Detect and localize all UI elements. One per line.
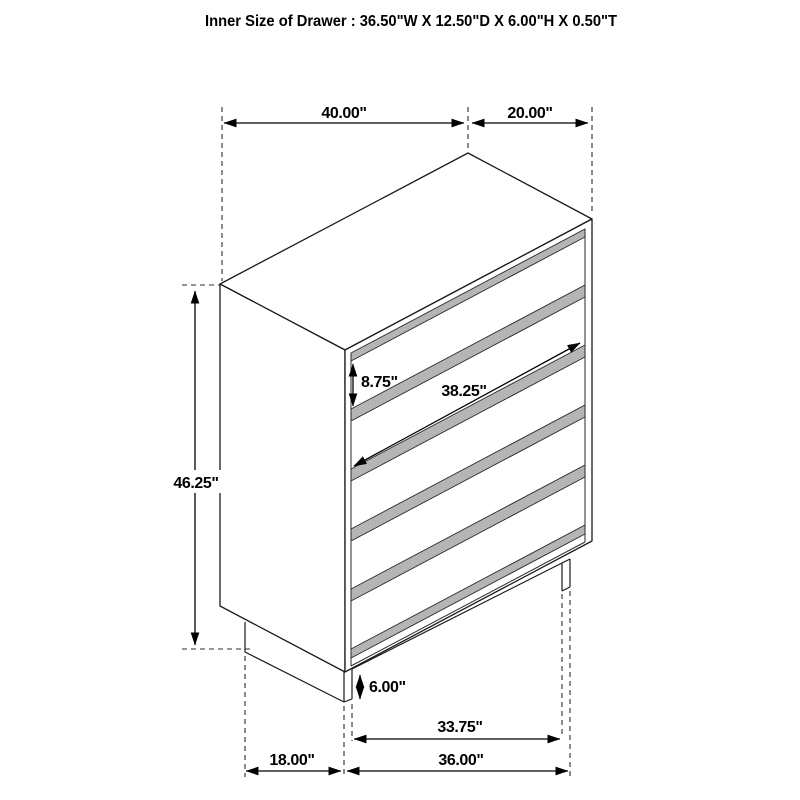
label-top-width: 40.00" <box>321 105 367 122</box>
front-left-leg <box>344 669 352 702</box>
label-base-depth: 18.00" <box>269 752 315 769</box>
label-drawer-front-width: 38.25" <box>441 383 487 400</box>
label-leg-inner-span: 33.75" <box>437 719 483 736</box>
front-right-leg <box>562 559 570 591</box>
label-overall-height: 46.25" <box>173 475 219 492</box>
label-leg-height: 6.00" <box>369 679 406 696</box>
label-top-depth: 20.00" <box>507 105 553 122</box>
diagram-title: Inner Size of Drawer : 36.50"W X 12.50"D X 6.00"H X 0.50"T <box>205 13 618 30</box>
label-drawer-front-height: 8.75" <box>361 374 398 391</box>
label-base-width: 36.00" <box>438 752 484 769</box>
cabinet-body <box>220 153 592 672</box>
cabinet-side-face <box>220 284 345 672</box>
